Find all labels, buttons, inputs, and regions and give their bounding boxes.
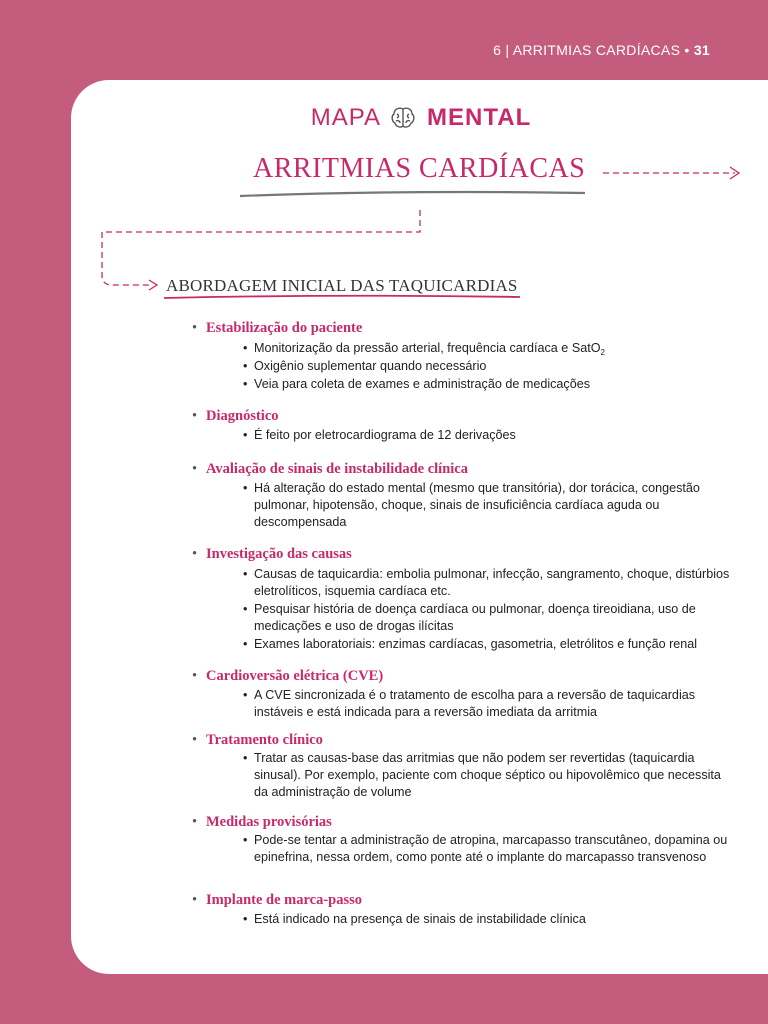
connector-lines [0, 0, 768, 310]
section-title: ABORDAGEM INICIAL DAS TAQUICARDIAS [166, 276, 518, 295]
group-heading: • Diagnóstico [192, 408, 279, 425]
list-item: • Monitorização da pressão arterial, frequência cardíaca e SatO$_2$ [243, 340, 734, 361]
list-item: • Veia para coleta de exames e administração de medicações [243, 376, 734, 393]
list-item: • Tratar as causas-base das arritmias que não podem ser revertidas (taquicardia sinusal). Por exemplo, paciente com choque séptico ou hipovolêmico que necessita da administração de volume [243, 750, 734, 801]
mapa-label: MAPA [310, 104, 380, 131]
list-item: • Pode-se tentar a administração de atropina, marcapasso transcutâneo, dopamina ou epinefrina, nessa ordem, como ponte até o implante do marcapasso transvenoso [243, 832, 734, 866]
page-number: 31 [693, 42, 710, 58]
group-heading: • Cardioversão elétrica (CVE) [192, 668, 383, 685]
chapter-label: 6 | ARRITMIAS CARDÍACAS • [493, 42, 690, 58]
branch-connector [102, 210, 420, 285]
group-heading: • Investigação das causas [192, 546, 352, 563]
list-item: • Está indicado na presença de sinais de instabilidade clínica [243, 911, 734, 928]
group-heading: • Avaliação de sinais de instabilidade clínica [192, 461, 468, 478]
group-heading: • Medidas provisórias [192, 814, 332, 831]
list-item: • É feito por eletrocardiograma de 12 derivações [243, 427, 734, 444]
list-item: • A CVE sincronizada é o tratamento de escolha para a reversão de taquicardias instáveis e está indicada para a reversão imediata da arritmia [243, 687, 734, 721]
title-underline [240, 192, 585, 196]
group-heading: • Estabilização do paciente [192, 320, 362, 337]
mental-label: MENTAL [427, 104, 532, 131]
group-heading: • Implante de marca-passo [192, 892, 362, 909]
list-item: • Exames laboratoriais: enzimas cardíacas, gasometria, eletrólitos e função renal [243, 636, 734, 653]
list-item: • Oxigênio suplementar quando necessário [243, 358, 734, 375]
page-title: ARRITMIAS CARDÍACAS [253, 153, 586, 184]
section-underline [164, 296, 520, 298]
list-item: • Há alteração do estado mental (mesmo que transitória), dor torácica, congestão pulmonar, hipotensão, choque, sinais de insuficiência cardíaca aguda ou descompensada [243, 480, 734, 531]
list-item: • Pesquisar história de doença cardíaca ou pulmonar, doença tireoidiana, uso de medicações e uso de drogas ilícitas [243, 601, 734, 635]
list-item: • Causas de taquicardia: embolia pulmonar, infecção, sangramento, choque, distúrbios eletrolíticos, isquemia cardíaca etc. [243, 566, 734, 600]
group-heading: • Tratamento clínico [192, 732, 323, 749]
